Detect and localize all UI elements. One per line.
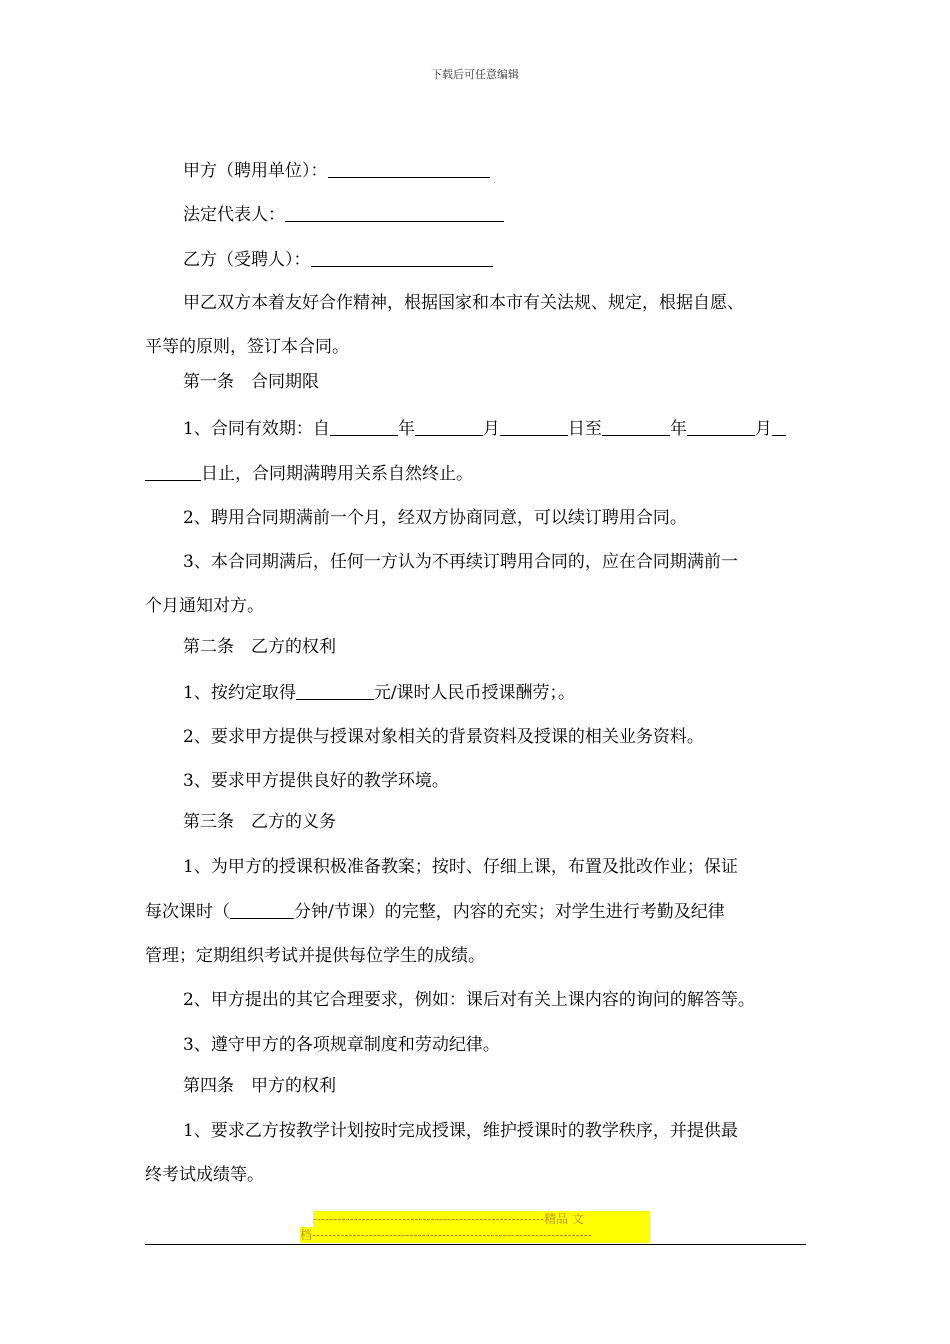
party-a-blank xyxy=(328,160,490,178)
end-day-blank-start xyxy=(772,418,786,436)
start-day-label: 日至 xyxy=(567,419,602,439)
term-end-text: 日止，合同期满聘用关系自然终止。 xyxy=(201,464,473,484)
article-1-title: 第一条 合同期限 xyxy=(183,372,319,392)
start-day-blank xyxy=(500,418,568,436)
party-b-label: 乙方（受聘人）： xyxy=(183,250,311,270)
article-3-item-2: 2、甲方提出的其它合理要求，例如：课后对有关上课内容的询问的解答等。 xyxy=(183,990,755,1010)
article-2-title: 第二条 乙方的权利 xyxy=(183,637,336,657)
lesson-label: 每次课时（ xyxy=(145,902,230,922)
end-year-label: 年 xyxy=(669,419,687,439)
article-3-item-1-cont2: 管理；定期组织考试并提供每位学生的成绩。 xyxy=(145,946,485,966)
article-2-item-1 xyxy=(183,682,863,703)
fee-blank xyxy=(296,682,374,700)
footer-banner-line-2: 档--------------------------------------------------------------------- xyxy=(300,1227,650,1243)
article-3-title: 第三条 乙方的义务 xyxy=(183,812,336,832)
article-1-item-3-cont: 个月通知对方。 xyxy=(145,596,264,616)
footer-banner-line-1: ---------------------------------------------------------精品 文 xyxy=(313,1211,650,1227)
header-note: 下载后可任意编辑 xyxy=(431,68,519,81)
minutes-blank xyxy=(230,901,294,919)
representative-label: 法定代表人： xyxy=(183,205,285,225)
article-3-item-3: 3、遵守甲方的各项规章制度和劳动纪律。 xyxy=(183,1035,500,1055)
article-1-item-2: 2、聘用合同期满前一个月，经双方协商同意，可以续订聘用合同。 xyxy=(183,508,687,528)
term-label: 1、合同有效期：自 xyxy=(183,419,330,439)
article-3-item-1-cont xyxy=(145,901,825,922)
lesson-text: 分钟/节课）的完整，内容的充实；对学生进行考勤及纪律 xyxy=(294,902,725,922)
party-a-label: 甲方（聘用单位）： xyxy=(183,161,328,181)
fee-unit: 元/课时人民币授课酬劳；。 xyxy=(373,683,576,703)
end-month-blank xyxy=(687,418,755,436)
representative-line xyxy=(183,204,863,225)
fee-label: 1、按约定取得 xyxy=(183,683,296,703)
party-b-line xyxy=(183,249,863,270)
article-4-item-1-cont: 终考试成绩等。 xyxy=(145,1165,264,1185)
party-b-blank xyxy=(311,249,493,267)
intro-line-2: 平等的原则，签订本合同。 xyxy=(145,337,349,357)
start-year-label: 年 xyxy=(397,419,415,439)
end-day-blank xyxy=(145,463,201,481)
article-4-title: 第四条 甲方的权利 xyxy=(183,1076,336,1096)
party-a-line xyxy=(183,160,863,181)
footer-divider xyxy=(145,1244,806,1245)
article-1-item-3: 3、本合同期满后，任何一方认为不再续订聘用合同的，应在合同期满前一 xyxy=(183,552,738,572)
end-month-label: 月 xyxy=(754,419,772,439)
intro-line-1: 甲乙双方本着友好合作精神，根据国家和本市有关法规、规定，根据自愿、 xyxy=(183,293,744,313)
article-3-item-1: 1、为甲方的授课积极准备教案；按时、仔细上课，布置及批改作业；保证 xyxy=(183,857,738,877)
start-month-label: 月 xyxy=(482,419,500,439)
article-4-item-1: 1、要求乙方按教学计划按时完成授课，维护授课时的教学秩序，并提供最 xyxy=(183,1121,738,1141)
start-year-blank xyxy=(330,418,398,436)
start-month-blank xyxy=(415,418,483,436)
end-year-blank xyxy=(602,418,670,436)
article-1-item-1-cont xyxy=(145,463,825,484)
article-2-item-2: 2、要求甲方提供与授课对象相关的背景资料及授课的相关业务资料。 xyxy=(183,727,704,747)
article-2-item-3: 3、要求甲方提供良好的教学环境。 xyxy=(183,771,449,791)
representative-blank xyxy=(285,204,504,222)
article-1-item-1 xyxy=(183,418,863,439)
